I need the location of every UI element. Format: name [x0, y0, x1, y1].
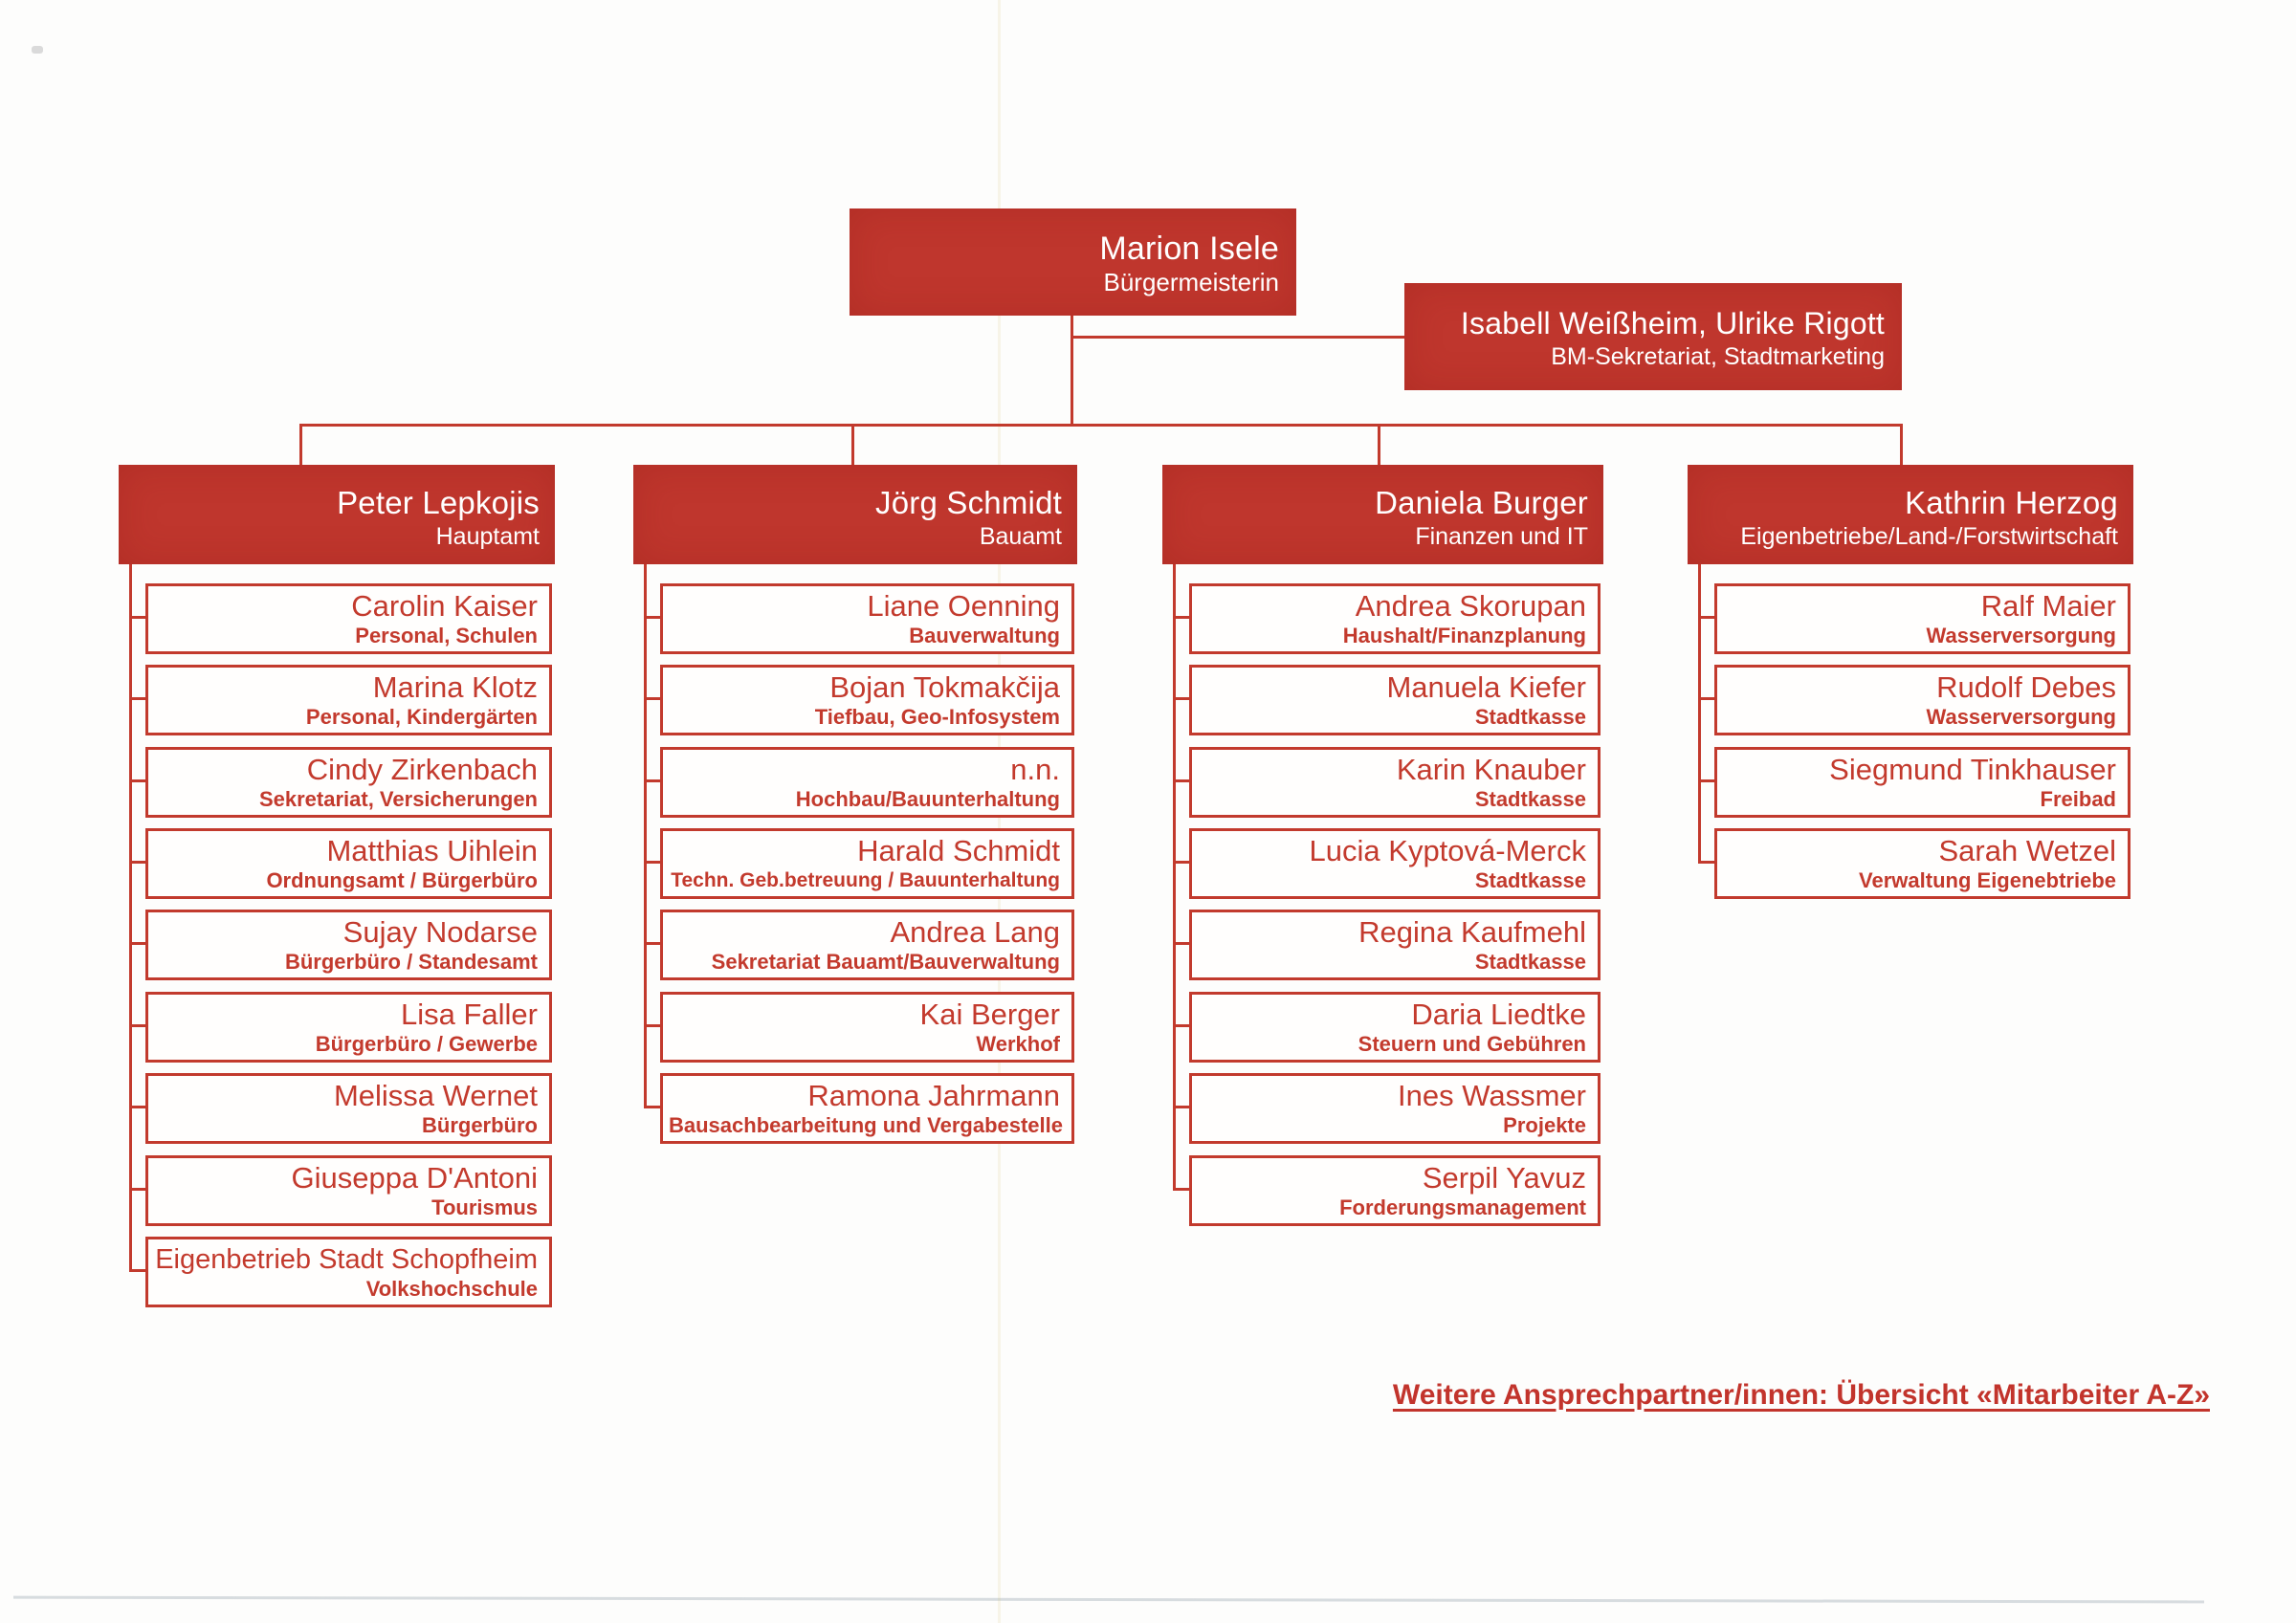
org-node-employee [660, 665, 1074, 735]
org-node-employee [145, 1237, 552, 1307]
connector-stub [644, 1024, 660, 1027]
connector-stub [1698, 861, 1714, 864]
org-node-employee [660, 747, 1074, 818]
node-name: Kathrin Herzog [1905, 485, 2118, 520]
node-name: Liane Oenning [867, 589, 1060, 623]
org-node-employee [660, 910, 1074, 980]
node-name: Karin Knauber [1396, 753, 1586, 786]
node-name: Kai Berger [919, 998, 1060, 1031]
node-name: Eigenbetrieb Stadt Schopfheim [155, 1244, 538, 1275]
node-role: Stadtkasse [1474, 868, 1586, 892]
connector-stub [129, 697, 145, 700]
org-node-employee [145, 747, 552, 818]
node-role: Projekte [1503, 1113, 1586, 1137]
node-name: Rudolf Debes [1936, 670, 2116, 704]
node-role: Volkshochschule [365, 1277, 538, 1301]
node-role: Steuern und Gebühren [1358, 1032, 1586, 1056]
connector-stub [129, 1024, 145, 1027]
node-role: Bürgerbüro [422, 1113, 538, 1137]
node-role: Techn. Geb.betreuung / Bauunterhaltung [671, 869, 1060, 891]
node-role: Wasserversorgung [1926, 705, 2116, 729]
node-name: Ramona Jahrmann [807, 1079, 1060, 1112]
node-name: Harald Schmidt [857, 834, 1060, 867]
node-role: Bauverwaltung [909, 624, 1060, 647]
org-node-employee [1714, 828, 2130, 899]
node-name: Daniela Burger [1375, 485, 1588, 520]
node-name: Matthias Uihlein [326, 834, 538, 867]
node-role: BM-Sekretariat, Stadtmarketing [1551, 343, 1885, 370]
connector-stub [644, 942, 660, 945]
node-role: Finanzen und IT [1415, 523, 1588, 550]
org-node-employee [145, 1155, 552, 1226]
org-node-employee [1189, 747, 1601, 818]
node-role: Bausachbearbeitung und Vergabestelle [669, 1113, 1064, 1137]
node-name: Sujay Nodarse [342, 915, 538, 949]
connector-staff-branch [1071, 336, 1404, 339]
node-name: Marina Klotz [372, 670, 538, 704]
connector-stub [644, 1106, 660, 1108]
org-node-employee [1189, 1073, 1601, 1144]
connector-stub [644, 779, 660, 782]
node-role: Personal, Kindergärten [305, 705, 538, 729]
node-role: Stadtkasse [1474, 787, 1586, 811]
connector-stub [644, 861, 660, 864]
node-role: Ordnungsamt / Bürgerbüro [266, 868, 538, 892]
node-name: Cindy Zirkenbach [306, 753, 538, 786]
node-name: Daria Liedtke [1411, 998, 1586, 1031]
org-node-employee [145, 583, 552, 654]
org-node-employee [1714, 665, 2130, 735]
node-name: Manuela Kiefer [1386, 670, 1586, 704]
mitarbeiter-a-z-link[interactable]: Weitere Ansprechpartner/innen: Übersicht «Mitarbeiter A-Z» [1392, 1379, 2210, 1411]
node-name: Giuseppa D'Antoni [291, 1161, 538, 1195]
node-name: Bojan Tokmakčija [829, 670, 1060, 704]
org-node-hauptamt [119, 465, 555, 564]
node-name: Andrea Lang [890, 915, 1060, 949]
node-role: Sekretariat Bauamt/Bauverwaltung [711, 950, 1060, 974]
org-node-employee [1189, 583, 1601, 654]
connector-stub [1173, 861, 1189, 864]
connector-stub [1173, 942, 1189, 945]
connector-distribution-line [299, 424, 1903, 427]
node-role: Bürgermeisterin [1103, 268, 1279, 296]
connector-stub [129, 1269, 145, 1272]
node-role: Haushalt/Finanzplanung [1342, 624, 1586, 647]
node-role: Bürgerbüro / Standesamt [284, 950, 538, 974]
org-node-employee [145, 828, 552, 899]
node-role: Stadtkasse [1474, 950, 1586, 974]
org-node-employee [145, 910, 552, 980]
connector-spine-col1 [129, 564, 132, 1272]
node-name: Serpil Yavuz [1422, 1161, 1586, 1195]
connector-stub [129, 1188, 145, 1191]
node-role: Forderungsmanagement [1339, 1195, 1586, 1219]
org-node-employee [145, 992, 552, 1063]
org-node-employee [1714, 583, 2130, 654]
node-name: Sarah Wetzel [1938, 834, 2116, 867]
node-role: Personal, Schulen [355, 624, 538, 647]
connector-drop-col1 [299, 424, 302, 467]
node-role: Eigenbetriebe/Land-/Forstwirtschaft [1740, 523, 2118, 550]
org-node-employee [1714, 747, 2130, 818]
node-name: Melissa Wernet [333, 1079, 538, 1112]
connector-stub [129, 779, 145, 782]
node-role: Tourismus [431, 1195, 538, 1219]
connector-stub [1173, 1024, 1189, 1027]
connector-spine-col3 [1173, 564, 1176, 1191]
org-node-employee [660, 1073, 1074, 1144]
connector-stub [1173, 1106, 1189, 1108]
org-node-employee [1189, 1155, 1601, 1226]
node-name: Peter Lepkojis [337, 485, 540, 520]
connector-drop-col4 [1900, 424, 1903, 467]
org-node-employee [660, 583, 1074, 654]
node-name: Regina Kaufmehl [1358, 915, 1586, 949]
connector-stub [1173, 779, 1189, 782]
node-role: Wasserversorgung [1926, 624, 2116, 647]
org-node-employee [1189, 992, 1601, 1063]
connector-stub [129, 861, 145, 864]
org-node-employee [1189, 665, 1601, 735]
node-name: Lucia Kyptová-Merck [1309, 834, 1586, 867]
node-role: Stadtkasse [1474, 705, 1586, 729]
connector-drop-col2 [851, 424, 854, 467]
node-role: Tiefbau, Geo-Infosystem [814, 705, 1060, 729]
node-role: Sekretariat, Versicherungen [258, 787, 538, 811]
connector-stub [1698, 616, 1714, 619]
connector-stub [1698, 779, 1714, 782]
connector-stub [129, 616, 145, 619]
connector-stub [1173, 616, 1189, 619]
node-name: Jörg Schmidt [875, 485, 1062, 520]
connector-drop-col3 [1378, 424, 1380, 467]
connector-stub [1173, 697, 1189, 700]
org-node-employee [1189, 910, 1601, 980]
node-name: Ines Wassmer [1398, 1079, 1586, 1112]
org-node-employee [1189, 828, 1601, 899]
org-node-buergermeisterin [850, 208, 1296, 316]
node-role: Verwaltung Eigenebtriebe [1859, 868, 2116, 892]
connector-stub [129, 1106, 145, 1108]
node-name: Carolin Kaiser [351, 589, 538, 623]
node-role: Bürgerbüro / Gewerbe [315, 1032, 538, 1056]
paper-edge-line [13, 1596, 2204, 1604]
connector-stub [1698, 697, 1714, 700]
org-node-bauamt [633, 465, 1077, 564]
node-name: Siegmund Tinkhauser [1829, 753, 2116, 786]
org-node-finanzen [1162, 465, 1603, 564]
node-role: Freibad [2040, 787, 2116, 811]
scan-speck [32, 46, 43, 54]
node-role: Hochbau/Bauunterhaltung [795, 787, 1060, 811]
connector-stub [1173, 1188, 1189, 1191]
node-role: Werkhof [976, 1032, 1060, 1056]
node-role: Hauptamt [435, 523, 540, 550]
node-name: Ralf Maier [1980, 589, 2116, 623]
org-node-employee [145, 1073, 552, 1144]
node-role: Bauamt [979, 523, 1062, 550]
connector-stub [129, 942, 145, 945]
node-name: n.n. [1010, 753, 1060, 786]
org-node-bm-sekretariat [1404, 283, 1902, 390]
node-name: Isabell Weißheim, Ulrike Rigott [1460, 306, 1885, 340]
connector-root-spine [1071, 316, 1073, 426]
org-node-employee [660, 828, 1074, 899]
node-name: Lisa Faller [401, 998, 538, 1031]
org-node-employee [660, 992, 1074, 1063]
node-name: Andrea Skorupan [1355, 589, 1586, 623]
node-name: Marion Isele [1099, 230, 1279, 267]
connector-stub [644, 697, 660, 700]
connector-stub [644, 616, 660, 619]
org-node-eigenbetriebe [1688, 465, 2133, 564]
org-node-employee [145, 665, 552, 735]
connector-spine-col4 [1698, 564, 1701, 864]
